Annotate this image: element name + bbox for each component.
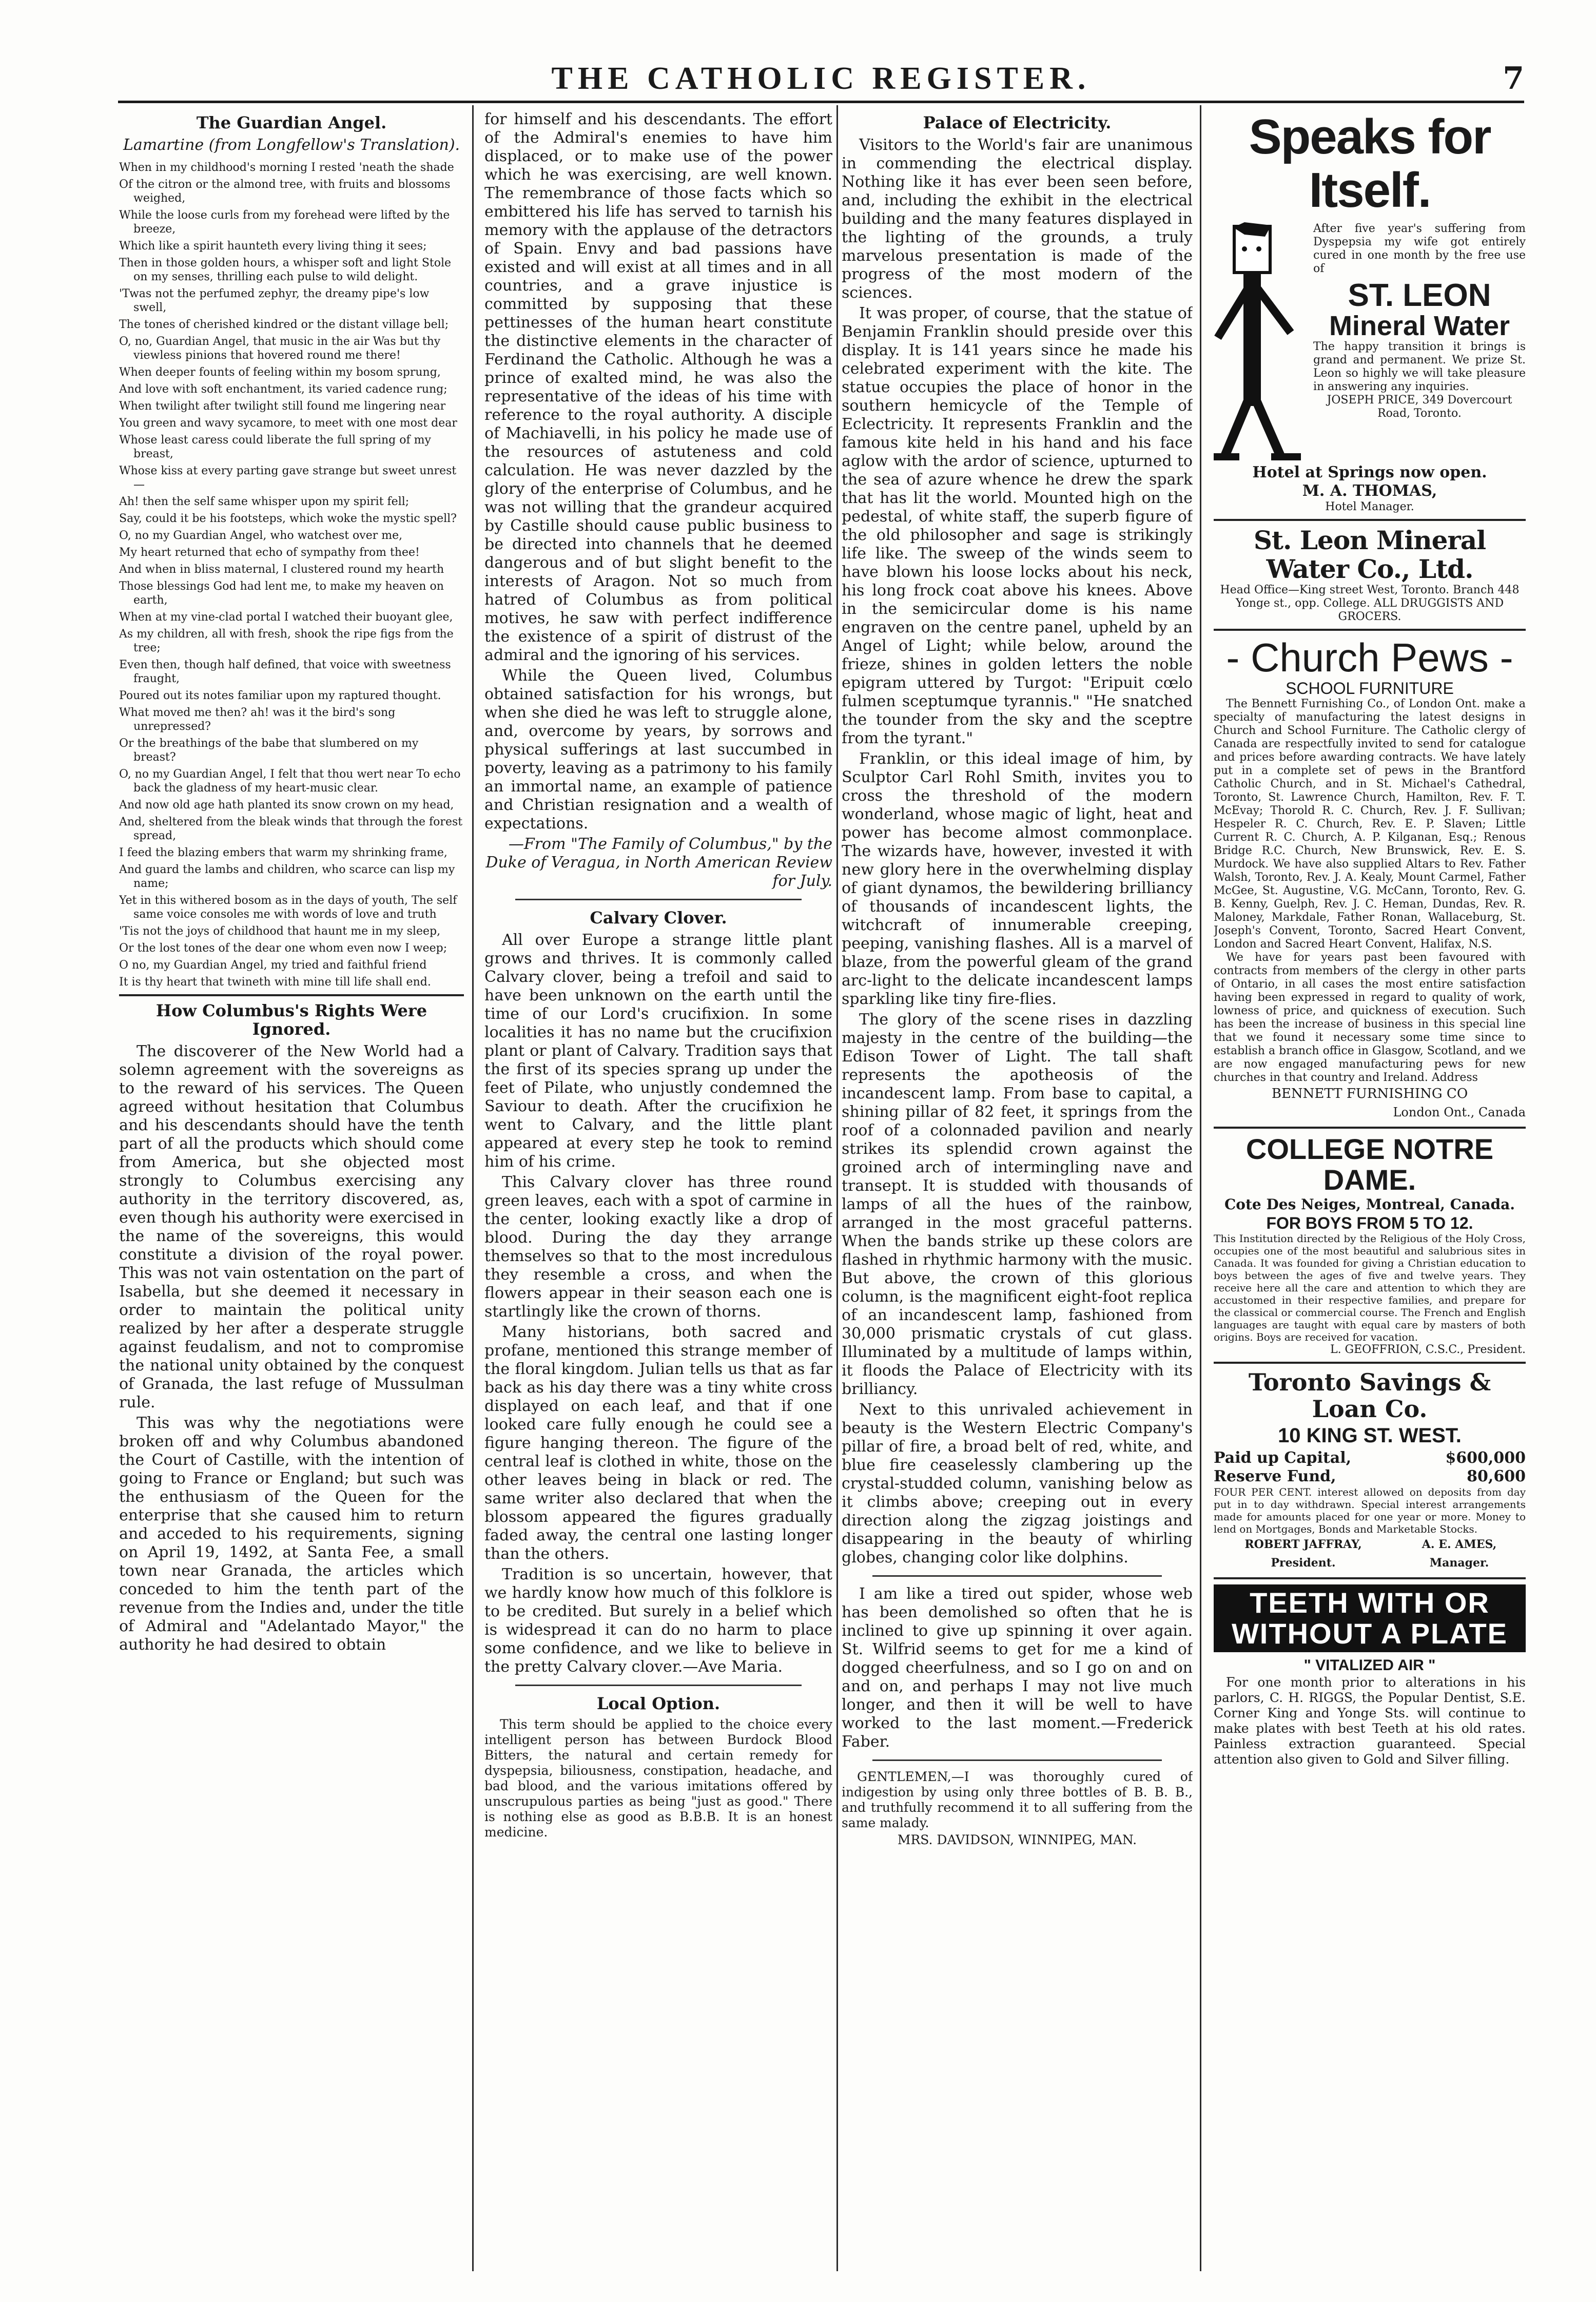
ad-address: 10 KING ST. WEST. bbox=[1278, 1424, 1462, 1447]
ad-manager: M. A. THOMAS, bbox=[1302, 482, 1437, 500]
option-text: This term should be applied to the choice every intelligent person has between Burdock Blood Bitters, the natural and certain remedy for dyspepsia, biliousness, constipation, headache, and bad blood, and the various imitations offered by unscrupulous parties as being "just as good." There is nothing else as good as B.B.B. It is an honest medicine. bbox=[484, 1717, 832, 1840]
ad-brand: ST. LEON bbox=[1348, 278, 1491, 313]
clover-paragraph: Many historians, both sacred and profane, mentioned this strange member of the floral kingdom. Julian tells us that as far back as his day there was a tiny white cross displayed on each leaf, and that if one looked care fully enough he could see a figure hanging thereon. The figure of the central leaf is clothed in white, those on the other leaves being in black or red. The same writer also declared that when the blossom appeared the figures gradually faded away, the central one lasting longer than the others. bbox=[484, 1323, 832, 1563]
poem-line: Which like a spirit haunteth every living thing it sees; bbox=[119, 240, 427, 253]
toronto-savings-ad bbox=[1214, 1369, 1526, 1572]
ad-text: FOUR PER CENT. interest allowed on deposits from day put in to day withdrawn. Special interest arrangements made for amounts placed for one year or more. Money to lend on Mortgages, Bonds and Marketable Stocks. bbox=[1214, 1486, 1526, 1535]
ad-capital-row bbox=[1214, 1449, 1526, 1467]
poem-line: As my children, all with fresh, shook the ripe figs from the tree; bbox=[119, 628, 454, 654]
ad-title: Toronto Savings & Loan Co. bbox=[1248, 1368, 1491, 1423]
ad-headline: Speaks for Itself. bbox=[1249, 110, 1491, 218]
poem-line: Whose least caress could liberate the full spring of my breast, bbox=[119, 434, 431, 460]
poem-line: I feed the blazing embers that warm my shrinking frame, bbox=[119, 846, 447, 859]
ad-text: This Institution directed by the Religious of the Holy Cross, occupies one of the most beautiful and salubrious sites in Canada. It was founded for giving a Christian education to boys between the ages of five and twelve years. They receive here all the care and attention to which they are accustomed in their respective families, and prepare for the classical or commercial course. The French and English languages are taught with equal care by masters of both origins. Boys are received for vacation. bbox=[1214, 1232, 1526, 1343]
article-continued bbox=[484, 110, 832, 891]
testimonial-signature: MRS. DAVIDSON, WINNIPEG, MAN. bbox=[897, 1832, 1137, 1847]
ad-rule bbox=[1214, 1577, 1526, 1579]
reserve-label: Reserve Fund, bbox=[1214, 1467, 1336, 1485]
spider-paragraph: I am like a tired out spider, whose web has been demolished so often that he is inclined to give up spinning it over again. St. Wilfrid seems to get for me a kind of dogged cheerfulness, and so I go on and on and on, and perhaps I may not live much longer, and then it will be well to have worked to the last moment.—Frederick Faber. bbox=[842, 1585, 1193, 1751]
poem-byline: Lamartine (from Longfellow's Translation). bbox=[123, 136, 460, 154]
poem-line: And love with soft enchantment, its varied cadence rung; bbox=[119, 383, 447, 396]
poem-line: Even then, though half defined, that voice with sweetness fraught, bbox=[119, 659, 451, 685]
ad-signature-2: A. E. AMES, Manager. bbox=[1422, 1538, 1497, 1570]
clover-paragraph: Tradition is so uncertain, however, that we hardly know how much of this folklore is to be credited. But surely in a belief which is widespread it can do no harm to place some confidence, and we like to believe in the pretty Calvary clover.—Ave Maria. bbox=[484, 1565, 832, 1676]
ad-subtitle: SCHOOL FURNITURE bbox=[1286, 679, 1454, 698]
poem-line: Say, could it be his footsteps, which woke the mystic spell? bbox=[119, 512, 457, 525]
spider-quote bbox=[842, 1585, 1193, 1751]
ad-subtitle: Cote Des Neiges, Montreal, Canada. bbox=[1224, 1196, 1515, 1213]
poem-line: Poured out its notes familiar upon my raptured thought. bbox=[119, 689, 441, 702]
ad-text-2: The happy transition it brings is grand and permanent. We prize St. Leon so highly we will take pleasure in answering any inquiries. bbox=[1313, 340, 1526, 393]
capital-value: $600,000 bbox=[1445, 1449, 1526, 1467]
electricity-paragraph: Visitors to the World's fair are unanimous in commending the electrical display. Nothing like it has ever been seen before, and, including the exhibit in the electrical building and the many features displayed in the lighting of the grounds, a truly marvelous presentation is made of the progress of the most modern of the sciences. bbox=[842, 136, 1193, 302]
poem-line: O, no my Guardian Angel, who watchest over me, bbox=[119, 529, 403, 542]
article-rule bbox=[119, 994, 464, 996]
poem-line: O no, my Guardian Angel, my tried and faithful friend bbox=[119, 959, 427, 972]
article-title: How Columbus's Rights Were Ignored. bbox=[155, 1001, 427, 1039]
masthead bbox=[118, 61, 1524, 102]
masthead-rule bbox=[118, 101, 1524, 103]
teeth-ad bbox=[1214, 1584, 1526, 1767]
column-divider bbox=[1200, 105, 1201, 2271]
column-divider bbox=[836, 105, 838, 2271]
article-paragraph: The discoverer of the New World had a solemn agreement with the sovereigns as to the reward of his services. The Queen agreed without hesitation that Columbus and his descendants should have the tenth part of all the products which should come from America, but she objected most strongly to Columbus exercising any authority in the territory discovered, as, even though his authority were exercised in the name of the sovereigns, this would constitute a division of the royal power. This was not vain ostentation on the part of Isabella, but she deemed it necessary in order to maintain the political unity realized by her after a desperate struggle against feudalism, and not to compromise the national unity obtained by the conquest of Granada, the last refuge of Mussulman rule. bbox=[119, 1042, 464, 1411]
ad-banner-line-2: WITHOUT A PLATE bbox=[1231, 1617, 1508, 1650]
column-1 bbox=[119, 110, 464, 2276]
poem-line: While the loose curls from my forehead were lifted by the breeze, bbox=[119, 209, 450, 236]
poem-line: And, sheltered from the bleak winds that through the forest spread, bbox=[119, 816, 463, 842]
section-separator bbox=[872, 1759, 1162, 1761]
ad-banner-line-1: TEETH WITH OR bbox=[1250, 1587, 1490, 1619]
poem-line: It is thy heart that twineth with mine till life shall end. bbox=[119, 976, 431, 989]
poem-line: Or the breathings of the babe that slumbered on my breast? bbox=[119, 737, 419, 764]
poem-line: And when in bliss maternal, I clustered round my hearth bbox=[119, 563, 444, 576]
testimonial-text: GENTLEMEN,—I was thoroughly cured of indigestion by using only three bottles of B. B. B., and truthfully recommend it to all suffering from the same malady. bbox=[842, 1769, 1193, 1830]
ad-signature: BENNETT FURNISHING CO bbox=[1271, 1086, 1468, 1101]
column-2 bbox=[484, 110, 832, 2276]
poem-line: Those blessings God had lent me, to make my heaven on earth, bbox=[119, 580, 444, 607]
electricity-title: Palace of Electricity. bbox=[923, 113, 1112, 132]
poem-line: Ah! then the self same whisper upon my spirit fell; bbox=[119, 495, 410, 508]
ad-rule bbox=[1214, 519, 1526, 521]
ad-manager-title: Hotel Manager. bbox=[1325, 500, 1414, 513]
reserve-value: 80,600 bbox=[1467, 1467, 1526, 1485]
ad-subtitle: " VITALIZED AIR " bbox=[1303, 1657, 1436, 1674]
poem-line: When deeper founts of feeling within my bosom sprung, bbox=[119, 366, 441, 379]
column-4-ads bbox=[1214, 110, 1526, 2276]
poem-line: When at my vine-clad portal I watched their buoyant glee, bbox=[119, 611, 453, 624]
electricity-paragraph: Franklin, or this ideal image of him, by Sculptor Carl Rohl Smith, invites you to cross the threshold of the modern wonderland, whose magic of light, heat and power has become almost commonplace. The wizards have, however, invested it with new glory here in the overwhelming display of giant dynamos, the bewildering brilliancy of thousands of incandescent lights, the witchcraft of innumerable creeping, peeping, vanishing flashes. All is a marvel of blaze, from the powerful gleam of the grand arc-light to the delicate incandescent lamps sparkling like tiny fire-flies. bbox=[842, 750, 1193, 1008]
ad-product: Mineral Water bbox=[1329, 311, 1510, 341]
column-divider bbox=[472, 105, 474, 2271]
column-3 bbox=[842, 110, 1193, 2276]
ad-rule bbox=[1214, 1127, 1526, 1129]
poem-body bbox=[119, 161, 464, 989]
ad-rule bbox=[1214, 1362, 1526, 1364]
church-pews-ad bbox=[1214, 636, 1526, 1121]
ad-text: Head Office—King street West, Toronto. Branch 448 Yonge st., opp. College. ALL DRUGGISTS AND GROCERS. bbox=[1220, 584, 1520, 623]
electricity-body bbox=[842, 136, 1193, 1567]
article-body bbox=[119, 1042, 464, 1654]
poem-line: O, no my Guardian Angel, I felt that thou wert near To echo back the gladness of my heart-music clear. bbox=[119, 768, 461, 795]
ad-signatures bbox=[1214, 1535, 1526, 1572]
college-notre-dame-ad bbox=[1214, 1134, 1526, 1357]
clover-paragraph: All over Europe a strange little plant grows and thrives. It is commonly called Calvary clover, being a trefoil and said to have been unknown on the earth until the time of our Lord's crucifixion. In some localities it has no name but the crucifixion plant or plant of Calvary. Tradition says that the first of its species sprang up under the feet of Pilate, who unjustly condemned the Saviour to death. After the crucifixion he went to Calvary, and the little plant appeared at every step he took to remind him of his crime. bbox=[484, 931, 832, 1171]
ad-title: St. Leon Mineral Water Co., Ltd. bbox=[1253, 525, 1486, 584]
poem-title: The Guardian Angel. bbox=[196, 113, 387, 132]
poem-line: When in my childhood's morning I rested 'neath the shade bbox=[119, 161, 454, 174]
ad-signature: L. GEOFFRION, C.S.C., President. bbox=[1330, 1343, 1526, 1356]
poem-line: Whose kiss at every parting gave strange but sweet unrest— bbox=[119, 465, 457, 491]
electricity-paragraph: The glory of the scene rises in dazzling majesty in the centre of the building—the Edison Tower of Light. The tall shaft represents the apotheosis of the incandescent lamp. From base to capital, a shining pillar of 82 feet, it springs from the roof of a colonnaded pavilion and nearly strikes its splendid crown against the groined arch of intermingling nave and transept. It is studded with thousands of lamps of all the hues of the rainbow, arranged in the most graceful patterns. When the bands strike up these colors are flashed in rhythmic harmony with the music. But above, the crown of this glorious column, is the magnificent eight-foot replica of an incandescent lamp, fashioned from 30,000 prismatic crystals of cut glass. Illuminated by a multitude of lamps within, it floods the Palace of Electricity with its brilliancy. bbox=[842, 1011, 1193, 1398]
bottle-man-illustration bbox=[1214, 222, 1306, 463]
ad-signature-2: London Ont., Canada bbox=[1393, 1105, 1526, 1119]
article-paragraph: While the Queen lived, Columbus obtained satisfaction for his wrongs, but when she died he was left to struggle alone, and, overcome by years, by sorrows and physical sufferings at last succumbed in poverty, leaving as a patrimony to his family an immortal name, an example of patience and Christian resignation and a wealth of expectations. bbox=[484, 667, 832, 833]
electricity-paragraph: Next to this unrivaled achievement in beauty is the Western Electric Company's pillar of fire, a broad belt of red, white, and blue fire ceaselessly clambering up the crystal-studded column, vanishing below as it climbs above; creeping out in every direction along the zigzag joistings and disappearing in the beauty of whirling globes, changing color like dolphins. bbox=[842, 1401, 1193, 1566]
clover-paragraph: This Calvary clover has three round green leaves, each with a spot of carmine in the center, looking exactly like a drop of blood. During the day they arrange themselves so that to the most incredulous they resemble a cross, and when the flowers appear in their season each one is startlingly like the crown of thorns. bbox=[484, 1173, 832, 1321]
capital-label: Paid up Capital, bbox=[1214, 1449, 1352, 1467]
poem-line: When twilight after twilight still found me lingering near bbox=[119, 400, 446, 413]
poem-line: The tones of cherished kindred or the distant village bell; bbox=[119, 318, 449, 331]
electricity-paragraph: It was proper, of course, that the statue of Benjamin Franklin should preside over this display. It is 141 years since he made his celebrated experiment with the kite. The statue occupies the place of honor in the southern hemicycle of the Temple of Eclectricity. It represents Franklin and the famous kite held in his hand and his face aglow with the ardor of science, upturned to the sea of azure whence he drew the spark that has lit the world. Mounted high on the pedestal, of white staff, the superb figure of the old philosopher and sage is strikingly life like. The sweep of the winds seem to have blown his loose locks about his neck, his long frock coat above his knees. Above in the semicircular dome is his name engraven on the centre panel, upheld by an Angel of Light; while below, around the frieze, shines in golden letters the noble epigram uttered by Turgot: "Eripuit cœlo fulmen sceptumque tyrannis." "He snatched the tounder from the sky and the sceptre from the tyrant." bbox=[842, 304, 1193, 747]
clover-body bbox=[484, 931, 832, 1676]
ad-text-2: We have for years past been favoured with contracts from members of the clergy in other parts of Ontario, in all cases the most entire satisfaction having been expressed in regard to quality of work, lowness of price, and quickness of execution. Such has been the increase of business in this special line that we found it necessary some time since to establish a branch office in Glasgow, Scotland, and we are now engaged manufacturing pews for new churches in that country and Ireland. Address bbox=[1214, 951, 1526, 1084]
ad-subtitle-2: FOR BOYS FROM 5 TO 12. bbox=[1266, 1214, 1473, 1232]
poem-line: 'Tis not the joys of childhood that haunt me in my sleep, bbox=[119, 925, 441, 938]
poem-line: O, no, Guardian Angel, that music in the air Was but thy viewless pinions that hovered round me there! bbox=[119, 335, 441, 362]
clover-title: Calvary Clover. bbox=[590, 908, 727, 927]
poem-line: Yet in this withered bosom as in the days of youth, The self same voice consoles me with words of love and truth bbox=[119, 894, 457, 921]
poem-line: And guard the lambs and children, who scarce can lisp my name; bbox=[119, 863, 455, 890]
section-separator bbox=[872, 1575, 1162, 1577]
article-paragraph: for himself and his descendants. The effort of the Admiral's enemies to have him displaced, or to make use of the power which he was exercising, are well known. The remembrance of those facts which so embittered his life has served to tarnish his memory with the applause of the detractors of Spain. Envy and bad passions have existed and will exist at all times and in all countries, and a grave injustice is committed by supposing that these pettinesses of the human heart constitute the distinctive elements in the character of Ferdinand the Catholic. Although he was a prince of exalted mind, he was also the representative of the ideas of his time with reference to the royal authority. A disciple of Machiavelli, in his policy he made use of the resources of astuteness and cold calculation. He was never dazzled by the glory of the enterprise of Columbus, and he was not willing that the grandeur acquired by Castille should cause public business to be directed into channels that he deemed dangerous and of but slight benefit to the interests of Aragon. Not so much from hatred of Columbus as from political motives, he saw with perfect indifference the existence of a spirit of distrust of the admiral and the ignoring of his services. bbox=[484, 110, 832, 664]
section-separator bbox=[515, 899, 802, 900]
ad-title: COLLEGE NOTRE DAME. bbox=[1245, 1133, 1494, 1196]
poem-line: What moved me then? ah! was it the bird's song unrepressed? bbox=[119, 706, 396, 733]
ad-reserve-row bbox=[1214, 1467, 1526, 1486]
poem-line: And now old age hath planted its snow crown on my head, bbox=[119, 799, 454, 811]
ad-text: After five year's suffering from Dyspepsia my wife got entirely cured in one month by the free use of bbox=[1313, 222, 1526, 275]
poem-line: Or the lost tones of the dear one whom even now I weep; bbox=[119, 942, 447, 955]
st-leon-ad bbox=[1214, 110, 1526, 514]
page-number: 7 bbox=[1503, 61, 1524, 96]
section-separator bbox=[515, 1685, 802, 1686]
ad-signature-1: ROBERT JAFFRAY, President. bbox=[1244, 1538, 1362, 1570]
poem-line: Of the citron or the almond tree, with fruits and blossoms weighed, bbox=[119, 178, 451, 205]
poem-line: You green and wavy sycamore, to meet with one most dear bbox=[119, 417, 457, 430]
ad-hotel: Hotel at Springs now open. bbox=[1252, 463, 1487, 481]
ad-signature: JOSEPH PRICE, 349 Dovercourt Road, Toronto. bbox=[1327, 394, 1512, 420]
ad-title: - Church Pews - bbox=[1226, 635, 1513, 680]
poem-line: Then in those golden hours, a whisper soft and light Stole on my senses, thrilling each pulse to wild delight. bbox=[119, 257, 452, 283]
article-paragraph: This was why the negotiations were broken off and why Columbus abandoned the Court of Castille, with the intention of going to France or England; but such was the enthusiasm of the Queen for the enterprise that she caused him to return and acceded to his requirements, signing on April 19, 1492, at Santa Fee, a small town near Granada, the articles which conceded to him the tenth part of the revenue from the Indies and, under the title of Admiral and "Adelantado Mayor," the authority he had desired to obtain bbox=[119, 1414, 464, 1654]
ad-banner bbox=[1214, 1584, 1526, 1652]
option-title: Local Option. bbox=[596, 1694, 721, 1713]
ad-text: For one month prior to alterations in his parlors, C. H. RIGGS, the Popular Dentist, S.E. Corner King and Yonge Sts. will continue to make plates with best Teeth at his old rates. Painless extraction guaranteed. Special attention also given to Gold and Silver filling. bbox=[1214, 1675, 1526, 1767]
article-citation: —From "The Family of Columbus," by the Duke of Veragua, in North American Review for July. bbox=[485, 835, 832, 890]
poem-line: My heart returned that echo of sympathy from thee! bbox=[119, 546, 420, 559]
newspaper-title: THE CATHOLIC REGISTER. bbox=[551, 61, 1091, 96]
poem-line: 'Twas not the perfumed zephyr, the dreamy pipe's low swell, bbox=[119, 287, 430, 314]
ad-rule bbox=[1214, 629, 1526, 631]
st-leon-company-ad bbox=[1214, 526, 1526, 624]
ad-text: The Bennett Furnishing Co., of London Ont. make a specialty of manufacturing the latest designs in Church and School Furniture. The Catholic clergy of Canada are respectfully invited to send for catalogue and prices before awarding contracts. We have lately put in a complete set of pews in the Brantford Catholic Church, and in St. Michael's Cathedral, Toronto, St. Lawrence Church, Hamilton, Rev. F. T. McEvay; Thorold R. C. Church, Rev. J. F. Sullivan; Hespeler R. C. Church, Rev. E. P. Slaven; Little Current R. C. Church, A. P. Kilganan, Esq.; Renous Bridge R.C. Church, New Brunswick, Rev. E. S. Murdock. We have also supplied Altars to Rev. Father Walsh, Toronto, Rev. J. A. Kealy, Mount Carmel, Father McGee, St. Augustine, V.G. McCann, Toronto, Rev. G. B. Kenny, Guelph, Rev. J. C. Heman, Dundas, Rev. R. Maloney, Markdale, Father Ronan, Wallaceburg, St. Joseph's Convent, Toronto, Sacred Heart Convent, London and Sacred Heart Convent, Halifax, N.S. bbox=[1214, 698, 1526, 951]
